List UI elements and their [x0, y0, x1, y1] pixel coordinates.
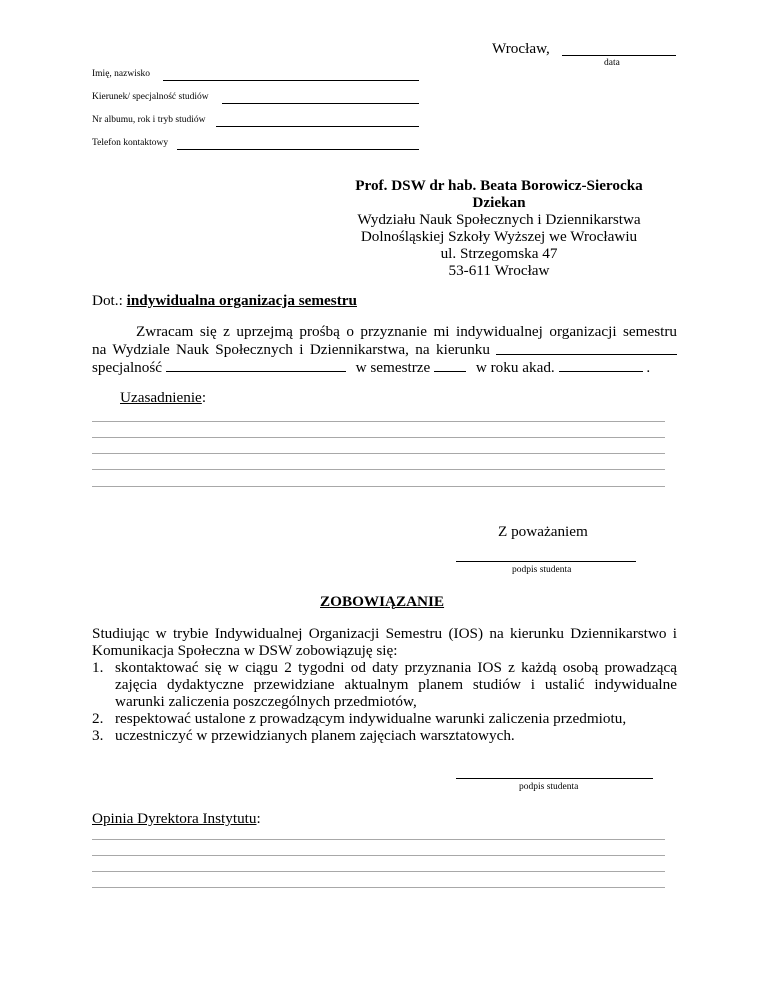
recipient-school: Dolnośląskiej Szkoły Wyższej we Wrocławiu [360, 228, 638, 245]
justification-line-2[interactable] [92, 437, 665, 438]
field-line-major[interactable] [222, 103, 419, 104]
signature-caption-2: podpis studenta [519, 782, 579, 792]
semester-blank[interactable] [434, 357, 466, 372]
signature-line-1[interactable] [456, 561, 636, 562]
opinion-line-2[interactable] [92, 855, 665, 856]
commitment-item-1-num: 1. [92, 659, 104, 676]
place-label: Wrocław, [492, 40, 550, 57]
commitment-item-3-num: 3. [92, 727, 104, 744]
field-label-album: Nr albumu, rok i tryb studiów [92, 115, 206, 125]
commitment-item-1-line-3: warunki zaliczenia poszczególnych przedmiotów, [115, 693, 417, 710]
request-line-2-text: na Wydziale Nauk Społecznych i Dziennikarstwa, na kierunku [92, 341, 490, 358]
date-line[interactable] [562, 55, 676, 56]
commitment-item-1-line-1: skontaktować się w ciągu 2 tygodni od daty przyznania IOS z każdą osobą prowadzącą [115, 659, 677, 676]
commitment-item-1-line-2: zajęcia dydaktyczne przewidziane aktualnym planem studiów i ustalić indywidualne [115, 676, 677, 693]
justification-line-1[interactable] [92, 421, 665, 422]
request-end: . [646, 359, 651, 376]
academic-year-blank[interactable] [559, 357, 643, 372]
field-line-name[interactable] [163, 80, 419, 81]
field-label-name: Imię, nazwisko [92, 69, 151, 79]
recipient-name: Prof. DSW dr hab. Beata Borowicz-Sierocka [355, 177, 643, 194]
regards-text: Z poważaniem [498, 523, 588, 540]
signature-caption-1: podpis studenta [512, 565, 572, 575]
subject-line [92, 292, 357, 309]
commitment-title: ZOBOWIĄZANIE [320, 593, 445, 610]
recipient-city: 53-611 Wrocław [448, 262, 550, 279]
commitment-item-2-text: respektować ustalone z prowadzącym indywidualne warunki zaliczenia przedmiotu, [115, 710, 627, 727]
specialty-blank[interactable] [166, 357, 346, 372]
director-opinion-heading [92, 810, 261, 827]
commitment-item-2-num: 2. [92, 710, 104, 727]
semester-label: w semestrze [355, 359, 431, 376]
recipient-faculty: Wydziału Nauk Społecznych i Dziennikarstwa [357, 211, 641, 228]
subject-prefix: Dot.: [92, 292, 123, 309]
opinion-line-3[interactable] [92, 871, 665, 872]
field-label-major: Kierunek/ specjalność studiów [92, 92, 209, 102]
justification-line-3[interactable] [92, 453, 665, 454]
recipient-street: ul. Strzegomska 47 [440, 245, 558, 262]
justification-heading [120, 389, 206, 406]
request-line-3 [92, 357, 650, 376]
major-blank[interactable] [496, 340, 677, 355]
commitment-item-3-text: uczestniczyć w przewidzianych planem zajęciach warsztatowych. [115, 727, 515, 744]
justification-colon: : [201, 389, 207, 406]
signature-line-2[interactable] [456, 778, 653, 779]
specialty-label: specjalność [92, 359, 163, 376]
commitment-intro-1: Studiując w trybie Indywidualnej Organizacji Semestru (IOS) na kierunku Dziennikarstwo i [92, 625, 677, 642]
field-line-phone[interactable] [177, 149, 419, 150]
recipient-block [340, 177, 658, 279]
request-line-1: Zwracam się z uprzejmą prośbą o przyznanie mi indywidualnej organizacji semestru [136, 323, 677, 340]
field-line-album[interactable] [216, 126, 419, 127]
justification-line-4[interactable] [92, 469, 665, 470]
subject-text: indywidualna organizacja semestru [126, 292, 357, 309]
recipient-role: Dziekan [472, 194, 526, 211]
justification-label: Uzasadnienie [120, 389, 202, 406]
commitment-intro-2: Komunikacja Społeczna w DSW zobowiązuję się: [92, 642, 398, 659]
opinion-line-4[interactable] [92, 887, 665, 888]
request-line-2 [92, 340, 677, 358]
justification-line-5[interactable] [92, 486, 665, 487]
director-opinion-label: Opinia Dyrektora Instytutu [92, 810, 257, 827]
date-caption: data [604, 58, 620, 68]
field-label-phone: Telefon kontaktowy [92, 138, 169, 148]
director-opinion-colon: : [256, 810, 261, 827]
academic-year-label: w roku akad. [475, 359, 555, 376]
opinion-line-1[interactable] [92, 839, 665, 840]
